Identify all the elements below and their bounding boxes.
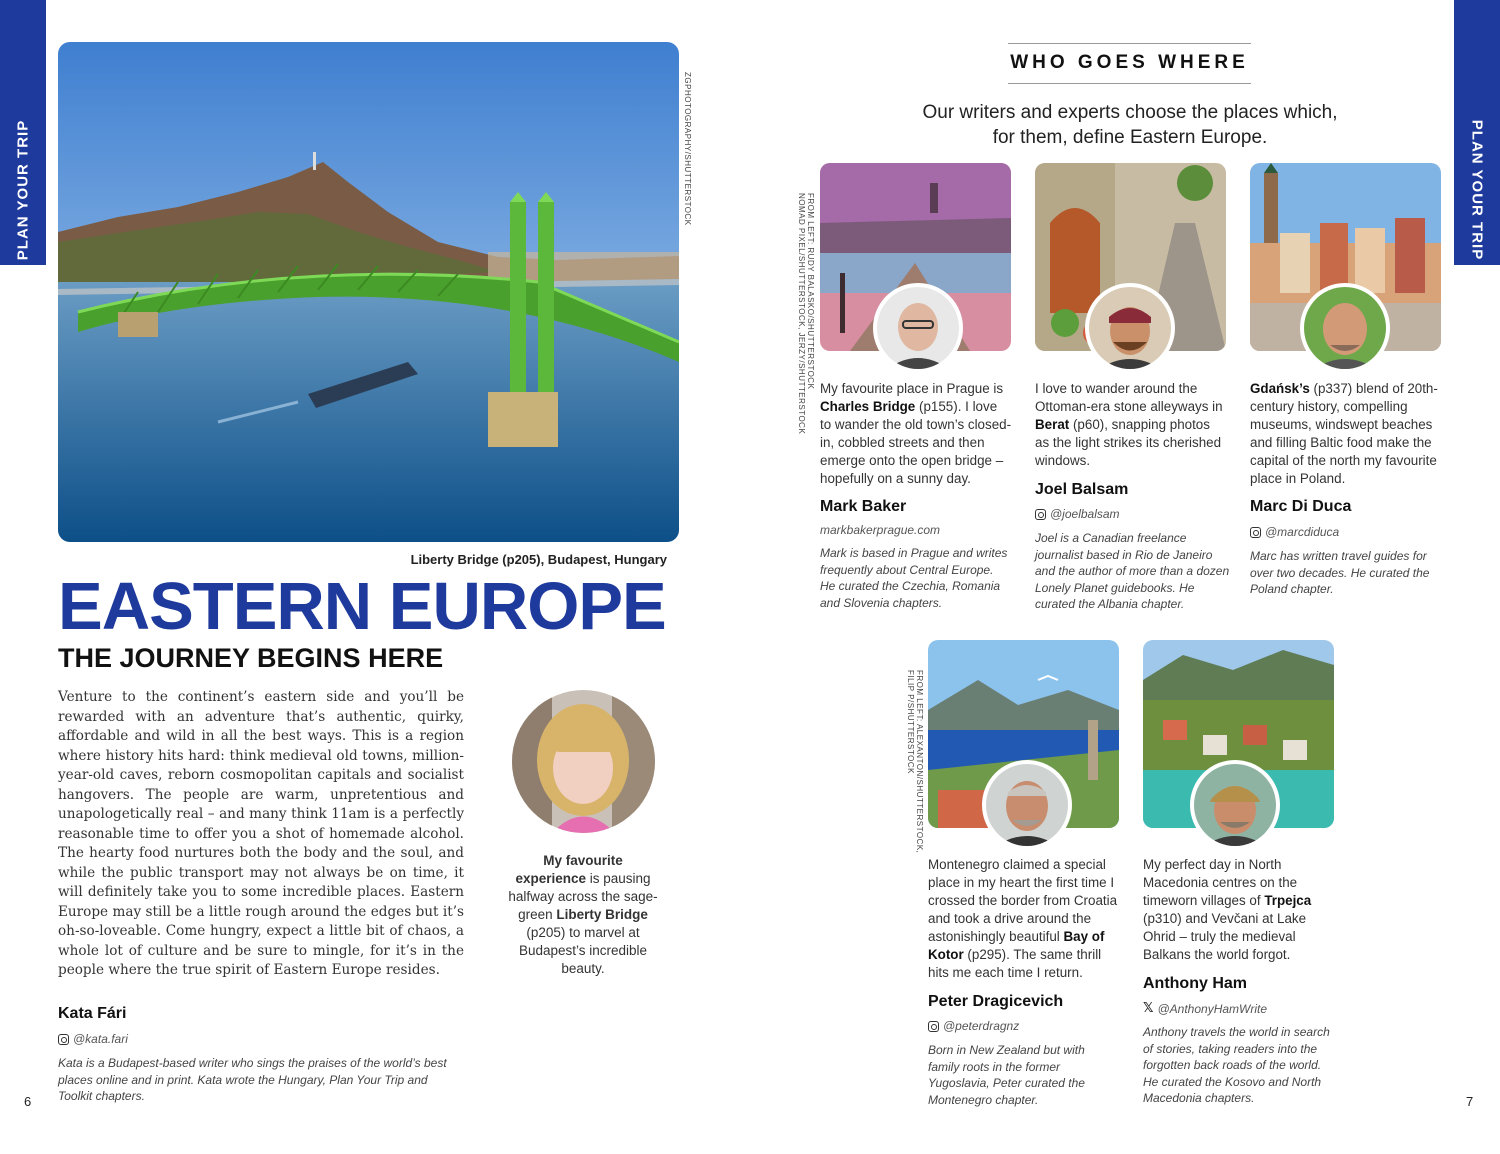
writer-name: Joel Balsam (1035, 481, 1129, 498)
favourite-place: Liberty Bridge (556, 907, 648, 922)
blurb-text: (p155). I love to wander the old town’s closed-in, cobbled streets and then emerge onto the open bridge – hopefully on a sunny day. (820, 399, 1012, 486)
author-bio: Kata is a Budapest-based writer who sings the praises of the world’s best places online and in print. Kata wrote the Hungary, Plan Your Trip and Toolkit chapters. (58, 1056, 447, 1103)
writer-blurb (1035, 380, 1227, 470)
writer-name: Anthony Ham (1143, 975, 1247, 992)
section-heading: WHO GOES WHERE (1010, 52, 1249, 73)
writer-blurb (820, 380, 1012, 488)
writer-bio: Born in New Zealand but with family roots in the former Yugoslavia, Peter curated the Montenegro chapter. (928, 1043, 1085, 1107)
page-number-left: 6 (24, 1094, 32, 1109)
writer-blurb (1250, 380, 1442, 488)
blurb-text: (p310) and Vevčani at Lake Ohrid – truly the medieval Balkans the world forgot. (1143, 911, 1307, 962)
writer-handle[interactable] (1250, 525, 1339, 539)
writer-bio: Mark is based in Prague and writes frequently about Central Europe. He curated the Czechia, Romania and Slovenia chapters. (820, 546, 1008, 610)
hero-caption: Liberty Bridge (p205), Budapest, Hungary (410, 552, 667, 567)
hero-photo-liberty-bridge (58, 42, 679, 542)
blurb-text: Montenegro claimed a special place in my heart the first time I crossed the border from Croatia and took a drive around the astonishingly beautiful (928, 857, 1118, 944)
writer-website[interactable]: markbakerprague.com (820, 523, 941, 537)
instagram-icon (928, 1021, 939, 1032)
avatar-mark-baker (873, 283, 963, 373)
intro-paragraph: Venture to the continent’s eastern side and you’ll be rewarded with an adventure that’s authentic, quirky, affordable and wild in all the best ways. This is a region where history hits hard: think medieval old towns, million-year-old caves, reborn cosmopolitan capitals and socialist hangovers. The people are warm, unpretentious and unapologetically real – and many think 11am is a perfectly reasonable time to offer you a shot of homemade alcohol. The hearty food nurtures both the body and the soul, and while the public transport may not always be on time, it will definitely take you to some incredible places. Eastern Europe may still be a little rough around the edges but it’s oh-so-loveable. Come hungry, expect a little bit of chaos, a whole lot of culture and be sure to mingle, for it’s in the people where the true spirit of Eastern Europe resides. (58, 689, 464, 978)
heading-rule-bottom (1008, 83, 1251, 84)
writer-handle[interactable] (1035, 507, 1120, 521)
writer-bio: Anthony travels the world in search of stories, taking readers into the forgotten back roads of the world. He curated the Kosovo and North Macedonia chapters. (1143, 1025, 1330, 1105)
blurb-text: My perfect day in North Macedonia centres on the timeworn villages of (1143, 857, 1298, 908)
photo-credit-line: FILIP P/SHUTTERSTOCK (906, 670, 915, 774)
page-title: EASTERN EUROPE (58, 569, 666, 644)
section-tab-left (0, 0, 46, 265)
author-name: Kata Fári (58, 1005, 127, 1022)
photo-credit: ZGPHOTOGRAPHY/SHUTTERSTOCK (683, 72, 692, 226)
writer-name: Peter Dragicevich (928, 993, 1064, 1010)
blurb-text: My favourite place in Prague is (820, 381, 1004, 396)
photo-credit-line: NOMAD PIXEL/SHUTTERSTOCK, JERZY/SHUTTERSTOCK (797, 193, 806, 435)
instagram-icon (58, 1034, 69, 1045)
author-portrait (512, 690, 655, 833)
writer-handle-text: @marcdiduca (1265, 525, 1340, 539)
blurb-place: Berat (1035, 417, 1070, 432)
favourite-text: is pausing halfway across the sage-green (508, 871, 658, 922)
avatar-marc-di-duca (1300, 283, 1390, 373)
section-tab-label: PLAN YOUR TRIP (14, 119, 32, 261)
section-tab-label: PLAN YOUR TRIP (1468, 119, 1486, 261)
writer-handle-text: @joelbalsam (1050, 507, 1120, 521)
favourite-text: (p205) to marvel at Budapest’s incredible beauty. (518, 925, 648, 976)
writer-name: Mark Baker (820, 498, 907, 515)
author-handle-text: @kata.fari (73, 1032, 128, 1046)
author-handle[interactable] (58, 1032, 128, 1046)
page-number-right: 7 (1466, 1094, 1474, 1109)
blurb-text: (p337) blend of 20th-century history, compelling museums, windswept beaches and filling Baltic food make the capital of the north my favourite place in Poland. (1250, 381, 1438, 486)
blurb-place: Trpejca (1264, 893, 1312, 908)
favourite-lead: My favourite experience (515, 853, 623, 886)
blurb-text: (p295). The same thrill hits me each time I return. (928, 947, 1102, 980)
writer-handle-text: @peterdragnz (943, 1019, 1020, 1033)
section-intro (880, 100, 1380, 150)
section-intro-line: for them, define Eastern Europe. (992, 127, 1268, 148)
avatar-anthony-ham (1190, 760, 1280, 850)
page-subtitle: THE JOURNEY BEGINS HERE (58, 643, 444, 673)
blurb-text: I love to wander around the Ottoman-era stone alleyways in (1035, 381, 1223, 414)
writer-handle[interactable] (1143, 1001, 1267, 1016)
writer-blurb (1143, 856, 1335, 964)
photo-credit-line: FROM LEFT: ALEXANTON/SHUTTERSTOCK, (915, 670, 924, 854)
blurb-text: (p60), snapping photos as the light strikes its cherished windows. (1035, 417, 1222, 468)
section-intro-line: Our writers and experts choose the places which, (922, 102, 1338, 123)
favourite-experience (508, 852, 658, 978)
blurb-place: Bay of Kotor (928, 929, 1105, 962)
writer-handle[interactable] (928, 1019, 1019, 1033)
avatar-peter-dragicevich (982, 760, 1072, 850)
photo-credit (797, 193, 815, 434)
avatar-joel-balsam (1085, 283, 1175, 373)
writer-handle-text: @AnthonyHamWrite (1157, 1001, 1268, 1016)
writer-blurb (928, 856, 1122, 982)
photo-credit (906, 670, 924, 853)
heading-rule-top (1008, 43, 1251, 44)
writer-bio: Marc has written travel guides for over two decades. He curated the Poland chapter. (1250, 549, 1430, 596)
photo-credit-line: FROM LEFT: RUDY BALASKO/SHUTTERSTOCK (806, 193, 815, 390)
writer-name: Marc Di Duca (1250, 498, 1352, 515)
x-twitter-icon: 𝕏 (1143, 1001, 1154, 1016)
instagram-icon (1250, 527, 1261, 538)
writer-bio: Joel is a Canadian freelance journalist based in Rio de Janeiro and the author of more than a dozen Lonely Planet guidebooks. He curated the Albania chapter. (1035, 531, 1230, 611)
instagram-icon (1035, 509, 1046, 520)
blurb-place: Charles Bridge (820, 399, 916, 414)
blurb-place: Gdańsk’s (1250, 381, 1310, 396)
section-tab-right (1454, 0, 1500, 265)
